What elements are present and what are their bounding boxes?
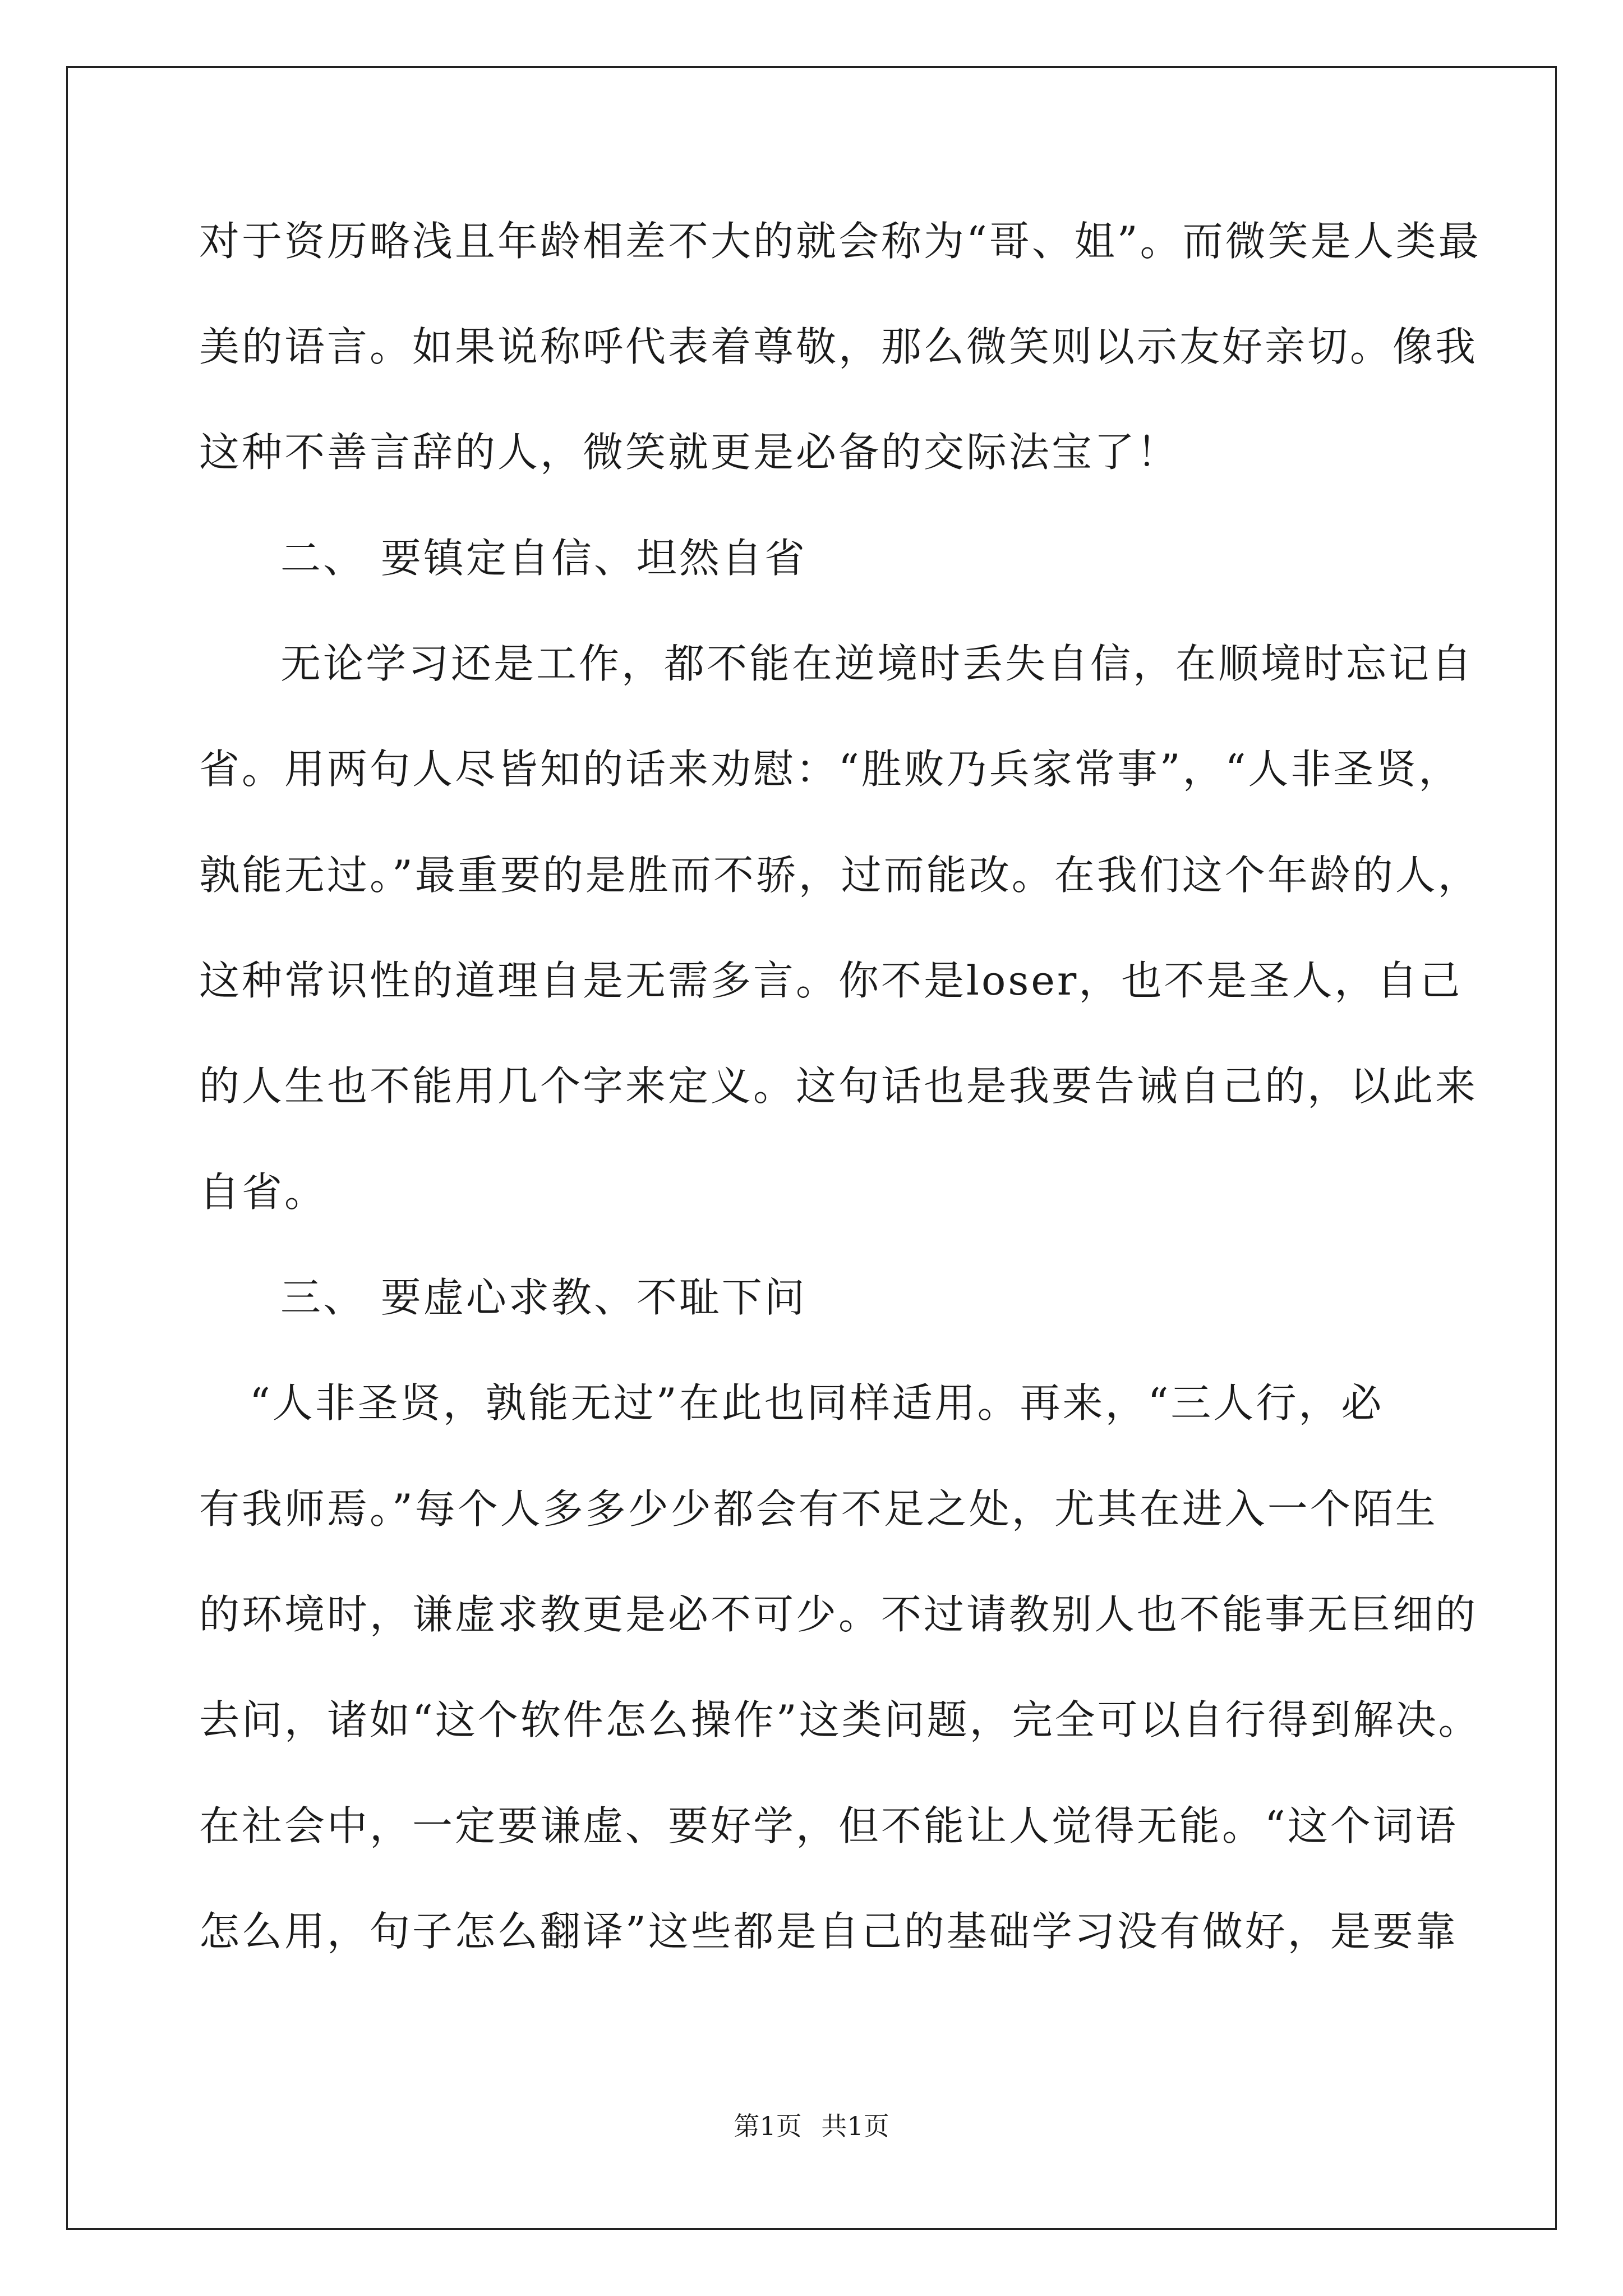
page-footer [0, 2109, 1623, 2143]
text-line: 孰能无过。”最重要的是胜而不骄，过而能改。在我们这个年龄的人， [199, 852, 1481, 899]
page-total: 共1页 [821, 2111, 889, 2141]
text-line: 的人生也不能用几个字来定义。这句话也是我要告诫自己的，以此来 [199, 1062, 1478, 1110]
text-line: “人非圣贤，孰能无过”在此也同样适用。再来，“三人行，必 [250, 1379, 1384, 1427]
text-line: 在社会中，一定要谦虚、要好学，但不能让人觉得无能。“这个词语 [199, 1802, 1458, 1849]
section-heading: 二、 要镇定自信、坦然自省 [280, 535, 807, 582]
text-line: 这种不善言辞的人，微笑就更是必备的交际法宝了！ [199, 429, 1180, 476]
text-line: 对于资历略浅且年龄相差不大的就会称为“哥、姐”。而微笑是人类最 [199, 218, 1481, 265]
text-line: 有我师焉。”每个人多多少少都会有不足之处，尤其在进入一个陌生 [199, 1485, 1438, 1533]
page-number: 第1页 [734, 2111, 802, 2141]
text-line: 无论学习还是工作，都不能在逆境时丢失自信，在顺境时忘记自 [280, 640, 1474, 687]
section-heading: 三、 要虚心求教、不耻下问 [280, 1274, 807, 1321]
text-line: 怎么用，句子怎么翻译”这些都是自己的基础学习没有做好，是要靠 [199, 1908, 1458, 1955]
text-line: 的环境时，谦虚求教更是必不可少。不过请教别人也不能事无巨细的 [199, 1591, 1478, 1638]
text-line: 自省。 [199, 1168, 328, 1216]
text-line: 这种常识性的道理自是无需多言。你不是loser，也不是圣人，自己 [199, 957, 1463, 1004]
text-line: 美的语言。如果说称呼代表着尊敬，那么微笑则以示友好亲切。像我 [199, 323, 1478, 370]
text-line: 省。用两句人尽皆知的话来劝慰：“胜败乃兵家常事”，“人非圣贤， [199, 746, 1461, 793]
text-line: 去问，诸如“这个软件怎么操作”这类问题，完全可以自行得到解决。 [199, 1696, 1481, 1743]
